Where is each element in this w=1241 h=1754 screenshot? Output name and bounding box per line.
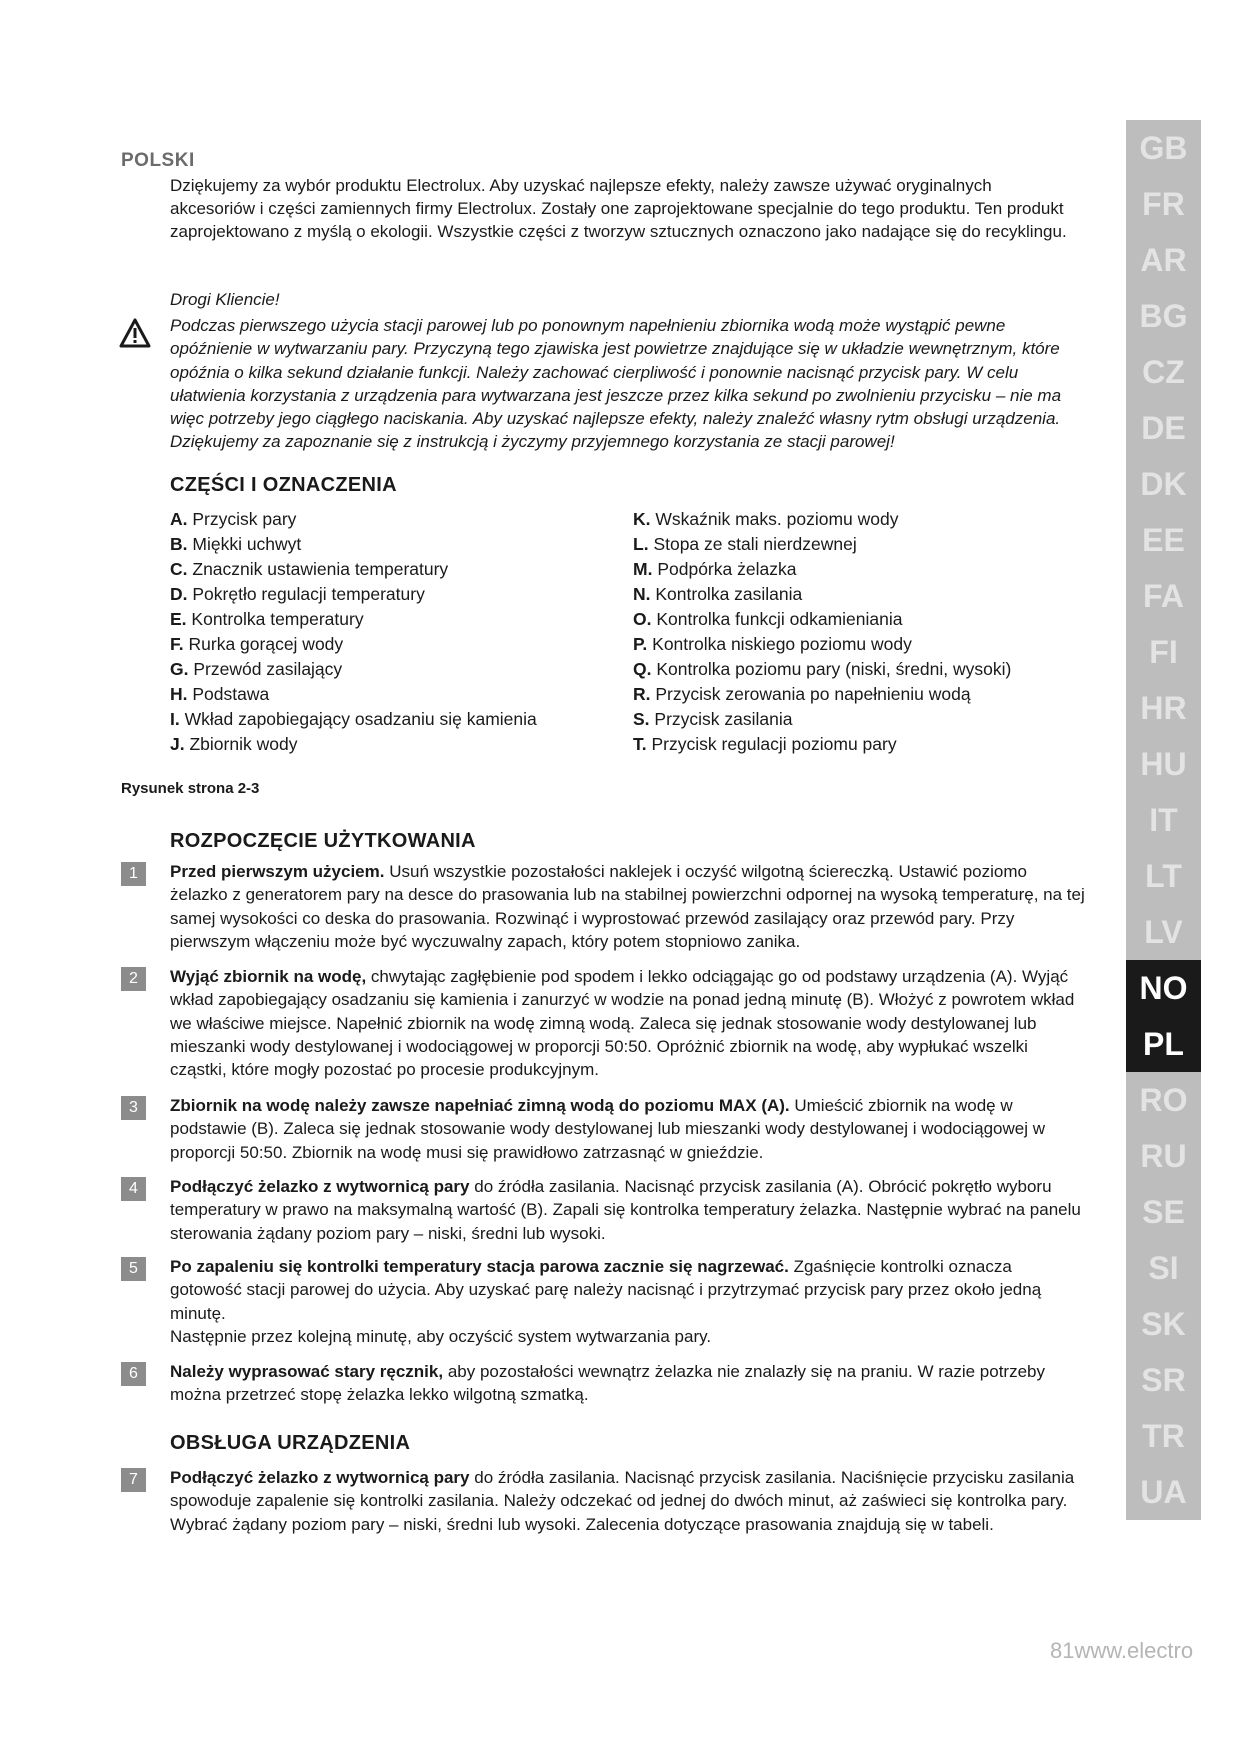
part-item: E. Kontrolka temperatury bbox=[170, 609, 364, 629]
part-item: J. Zbiornik wody bbox=[170, 734, 298, 754]
notice-text: Podczas pierwszego użycia stacji parowej lub po ponownym napełnieniu zbiornika wodą może wystąpić pewne opóźnienie w wytwarzaniu pary. Przyczyną tego zjawiska jest powietrze znajdujące się w układzie wewnętrznym, które opóźnia o kilka sekund działanie funkcji. Należy zachować cierpliwość i ponownie nacisnąć przycisk pary. W celu ułatwienia korzystania z urządzenia para wytwarzana jest jeszcze przez kilka sekund po zwolnieniu przycisku – nie ma więc potrzeby jego ciągłego naciskania. Aby uzyskać najlepsze efekty, należy znaleźć własny rytm obsługi urządzenia. Dziękujemy za zapoznanie się z instrukcją i życzymy przyjemnego korzystania ze stacji parowej! bbox=[170, 316, 1062, 452]
part-item: A. Przycisk pary bbox=[170, 509, 297, 529]
part-item: I. Wkład zapobiegający osadzaniu się kamienia bbox=[170, 709, 537, 729]
part-item: T. Przycisk regulacji poziomu pary bbox=[633, 734, 897, 754]
step-text: Wyjąć zbiornik na wodę, chwytając zagłębienie pod spodem i lekko odciągając go od podstawy urządzenia (A). Wyjąć wkład zapobiegający osadzaniu się kamienia i zanurzyć w wodzie na ponad jedną minutę (B). Włożyć z powrotem wkład we właściwe miejsce. Napełnić zbiornik na wodę zimną wodą. Zaleca się jednak stosowanie wody destylowanej lub mieszanki wody destylowanej i wodociągowej w proporcji 50:50. Opróżnić zbiornik na wodę, aby wypłukać wszelki cząstki, które mogły pozostać po procesie produkcyjnym. bbox=[170, 967, 1075, 1080]
step-number: 4 bbox=[121, 1177, 146, 1201]
language-tab-pl[interactable]: PL bbox=[1126, 1016, 1201, 1072]
language-tab-ru[interactable]: RU bbox=[1126, 1128, 1201, 1184]
part-item: O. Kontrolka funkcji odkamieniania bbox=[633, 609, 903, 629]
part-item: G. Przewód zasilający bbox=[170, 659, 343, 679]
language-tab-ua[interactable]: UA bbox=[1126, 1464, 1201, 1520]
language-tab-sr[interactable]: SR bbox=[1126, 1352, 1201, 1408]
language-tab-it[interactable]: IT bbox=[1126, 792, 1201, 848]
language-tab-lv[interactable]: LV bbox=[1126, 904, 1201, 960]
language-tab-tr[interactable]: TR bbox=[1126, 1408, 1201, 1464]
parts-list-right bbox=[633, 507, 1083, 757]
part-item: F. Rurka gorącej wody bbox=[170, 634, 344, 654]
footer-page-url: 81www.electro bbox=[1050, 1638, 1194, 1663]
language-tab-hu[interactable]: HU bbox=[1126, 736, 1201, 792]
intro-paragraph: Dziękujemy za wybór produktu Electrolux. Aby uzyskać najlepsze efekty, należy zawsze używać oryginalnych akcesoriów i części zamiennych firmy Electrolux. Zostały one zaprojektowane specjalnie do tego produktu. Ten produkt zaprojektowano z myślą o ekologii. Wszystkie części z tworzyw sztucznych oznaczono jako nadające się do recyklingu. bbox=[170, 176, 1067, 241]
language-tab-se[interactable]: SE bbox=[1126, 1184, 1201, 1240]
language-tab-bg[interactable]: BG bbox=[1126, 288, 1201, 344]
step-text: Zbiornik na wodę należy zawsze napełniać zimną wodą do poziomu MAX (A). Umieścić zbiornik na wodę w podstawie (B). Zaleca się jednak stosowanie wody destylowanej lub mieszanki wody destylowanej i wodociągowej w proporcji 50:50. Zbiornik na wodę musi się prawidłowo zatrzasnąć w gnieździe. bbox=[170, 1096, 1046, 1162]
operation-heading: OBSŁUGA URZĄDZENIA bbox=[170, 1432, 411, 1454]
step-text: Podłączyć żelazko z wytwornicą pary do źródła zasilania. Nacisnąć przycisk zasilania (A). Obrócić pokrętło wyboru temperatury w prawo na maksymalną wartość (B). Zapali się kontrolka temperatury żelazka. Następnie wybrać na panelu sterowania żądany poziom pary – niski, średni lub wysoki. bbox=[170, 1177, 1081, 1243]
step-number: 5 bbox=[121, 1257, 146, 1281]
part-item: M. Podpórka żelazka bbox=[633, 559, 797, 579]
part-item: R. Przycisk zerowania po napełnieniu wodą bbox=[633, 684, 971, 704]
parts-list-left bbox=[170, 507, 610, 757]
step-text: Podłączyć żelazko z wytwornicą pary do źródła zasilania. Nacisnąć przycisk zasilania. Naciśnięcie przycisku zasilania spowoduje zapalenie się kontrolki zasilania. Należy odczekać od jednej do dwóch minut, aż zaświeci się kontrolka pary. Wybrać żądany poziom pary – niski, średni lub wysoki. Zalecenia dotyczące prasowania znajdują się w tabeli. bbox=[170, 1468, 1075, 1534]
step-number: 6 bbox=[121, 1362, 146, 1386]
part-item: S. Przycisk zasilania bbox=[633, 709, 793, 729]
language-tab-de[interactable]: DE bbox=[1126, 400, 1201, 456]
step-text: Należy wyprasować stary ręcznik, aby pozostałości wewnątrz żelazka nie znalazły się na praniu. W razie potrzeby można przetrzeć stopę żelazka lekko wilgotną szmatką. bbox=[170, 1362, 1045, 1405]
part-item: L. Stopa ze stali nierdzewnej bbox=[633, 534, 857, 554]
language-tab-hr[interactable]: HR bbox=[1126, 680, 1201, 736]
parts-heading: CZĘŚCI I OZNACZENIA bbox=[170, 474, 397, 496]
part-item: C. Znacznik ustawienia temperatury bbox=[170, 559, 449, 579]
part-item: N. Kontrolka zasilania bbox=[633, 584, 803, 604]
start-heading: ROZPOCZĘCIE UŻYTKOWANIA bbox=[170, 830, 476, 852]
notice-title: Drogi Kliencie! bbox=[170, 290, 280, 309]
part-item: H. Podstawa bbox=[170, 684, 270, 704]
figure-reference: Rysunek strona 2-3 bbox=[121, 780, 260, 797]
step-text: Po zapaleniu się kontrolki temperatury stacja parowa zacznie się nagrzewać. Zgaśnięcie kontrolki oznacza gotowość stacji parowej do użycia. Aby uzyskać parę należy nacisnąć i przytrzymać przycisk pary przez około jedną minutę. Następnie przez kolejną minutę, aby oczyścić system wytwarzania pary. bbox=[170, 1257, 1042, 1346]
step-number: 3 bbox=[121, 1096, 146, 1120]
language-tab-fa[interactable]: FA bbox=[1126, 568, 1201, 624]
language-tab-gb[interactable]: GB bbox=[1126, 120, 1201, 176]
step-text: Przed pierwszym użyciem. Usuń wszystkie pozostałości naklejek i oczyść wilgotną ściereczką. Ustawić poziomo żelazko z generatorem pary na desce do prasowania lub na stabilnej powierzchni odpornej na wysoką temperaturę, na tej samej wysokości co deska do prasowania. Rozwinąć i wyprostować przewód zasilający oraz przewód pary. Przy pierwszym włączeniu może być wyczuwalny zapach, który potem stopniowo zanika. bbox=[170, 862, 1085, 951]
language-title: POLSKI bbox=[121, 150, 195, 171]
part-item: K. Wskaźnik maks. poziomu wody bbox=[633, 509, 899, 529]
language-tab-cz[interactable]: CZ bbox=[1126, 344, 1201, 400]
language-tab-ar[interactable]: AR bbox=[1126, 232, 1201, 288]
part-item: D. Pokrętło regulacji temperatury bbox=[170, 584, 425, 604]
step-number: 1 bbox=[121, 862, 146, 886]
language-tab-sk[interactable]: SK bbox=[1126, 1296, 1201, 1352]
language-tab-dk[interactable]: DK bbox=[1126, 456, 1201, 512]
warning-icon bbox=[119, 318, 151, 348]
language-tab-ee[interactable]: EE bbox=[1126, 512, 1201, 568]
language-tab-lt[interactable]: LT bbox=[1126, 848, 1201, 904]
part-item: B. Miękki uchwyt bbox=[170, 534, 302, 554]
step-number: 2 bbox=[121, 967, 146, 991]
language-tab-si[interactable]: SI bbox=[1126, 1240, 1201, 1296]
language-tab-ro[interactable]: RO bbox=[1126, 1072, 1201, 1128]
part-item: Q. Kontrolka poziomu pary (niski, średni, wysoki) bbox=[633, 659, 1012, 679]
step-number: 7 bbox=[121, 1468, 146, 1492]
language-tab-fi[interactable]: FI bbox=[1126, 624, 1201, 680]
part-item: P. Kontrolka niskiego poziomu wody bbox=[633, 634, 912, 654]
language-tab-fr[interactable]: FR bbox=[1126, 176, 1201, 232]
language-tab-no[interactable]: NO bbox=[1126, 960, 1201, 1016]
